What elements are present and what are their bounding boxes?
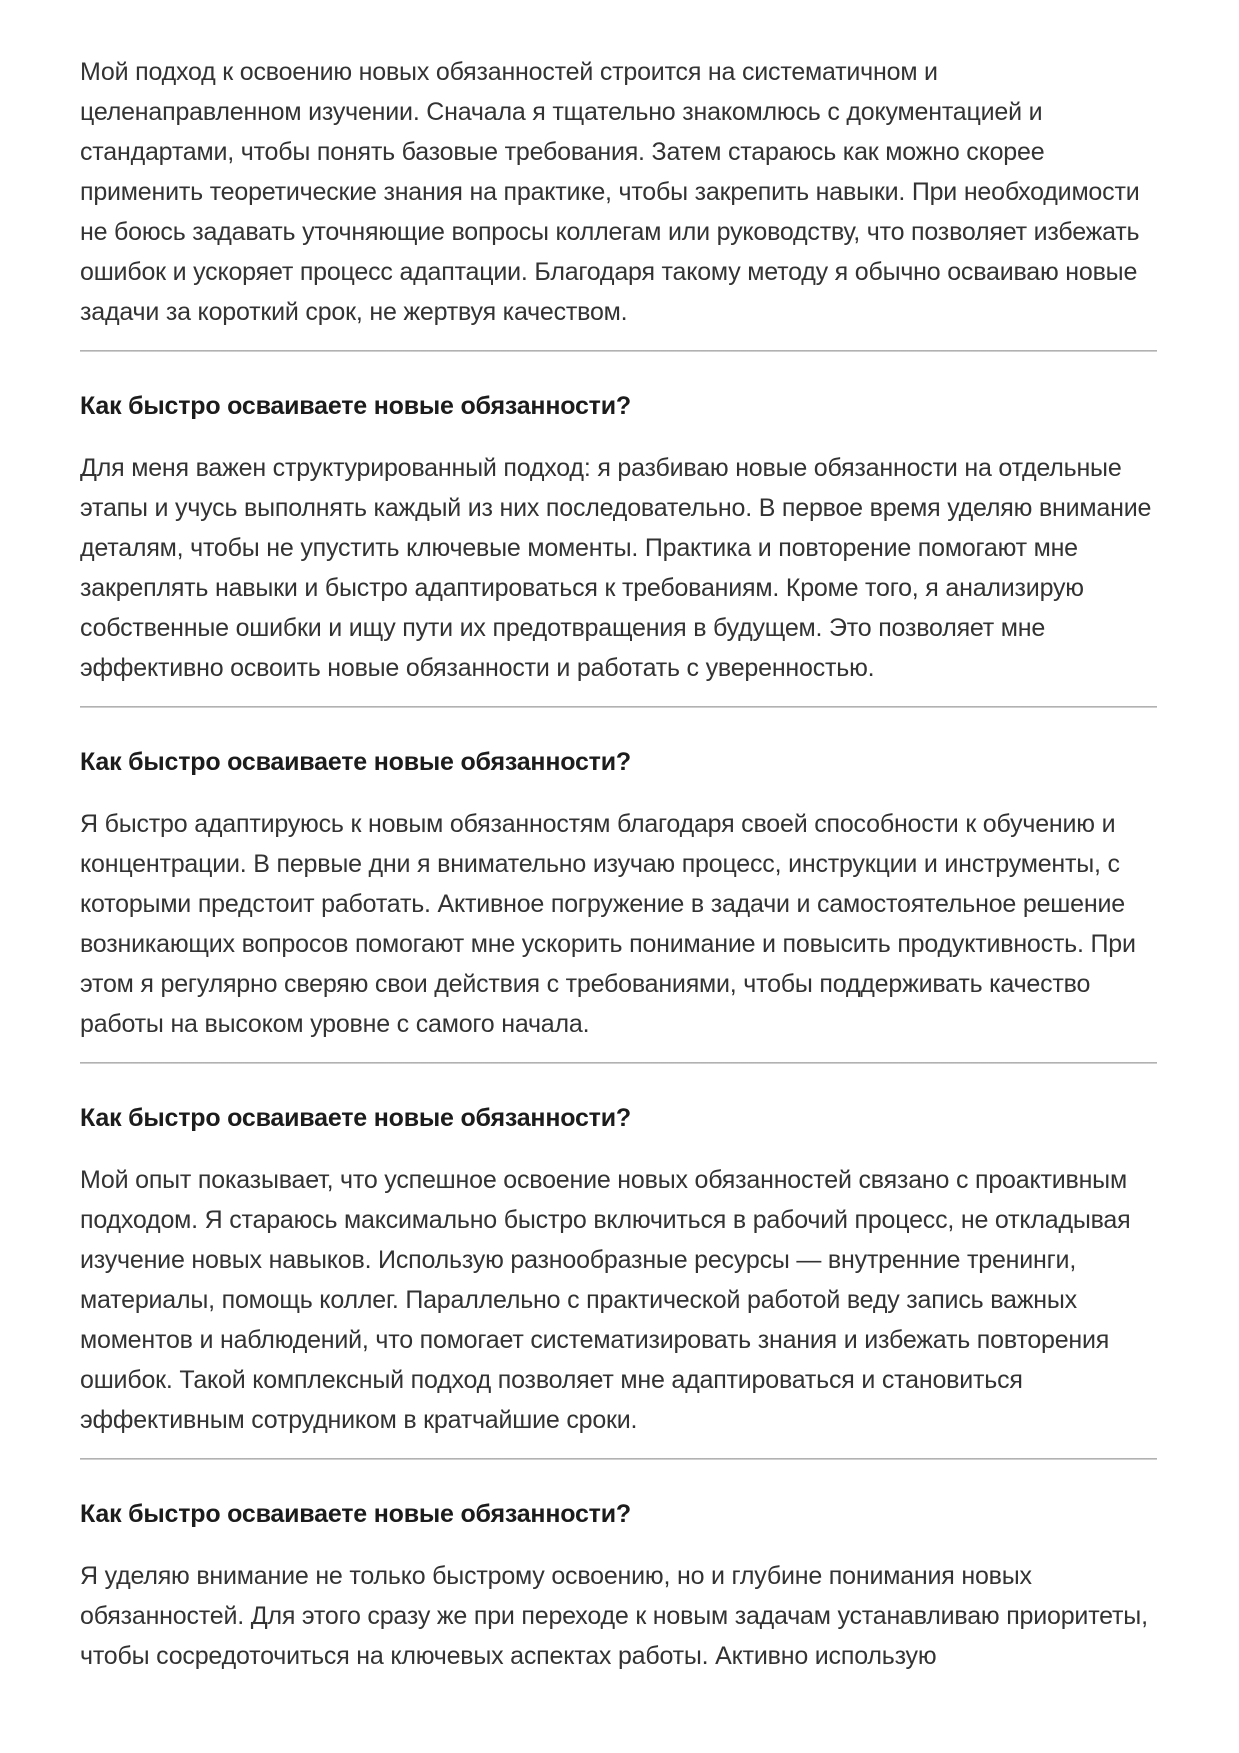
answer-paragraph: Для меня важен структурированный подход: я разбиваю новые обязанности на отдельные этапы и учусь выполнять каждый из них последовательно. В первое время уделяю внимание деталям, чтобы не упустить ключевые моменты. Практика и повторение помогают мне закреплять навыки и быстро адаптироваться к требованиям. Кроме того, я анализирую собственные ошибки и ищу пути их предотвращения в будущем. Это позволяет мне эффективно освоить новые обязанности и работать с уверенностью. xyxy=(80,454,1152,682)
question-heading: Как быстро осваиваете новые обязанности? xyxy=(80,392,631,420)
answer-paragraph: Мой опыт показывает, что успешное освоение новых обязанностей связано с проактивным подходом. Я стараюсь максимально быстро включиться в рабочий процесс, не откладывая изучение новых навыков. Использую разнообразные ресурсы — внутренние тренинги, материалы, помощь коллег. Параллельно с практической работой веду запись важных моментов и наблюдений, что помогает систематизировать знания и избежать повторения ошибок. Такой комплексный подход позволяет мне адаптироваться и становиться эффективным сотрудником в кратчайшие сроки. xyxy=(80,1166,1131,1434)
answer-paragraph: Мой подход к освоению новых обязанностей строится на систематичном и целенаправленном изучении. Сначала я тщательно знакомлюсь с документацией и стандартами, чтобы понять базовые требования. Затем стараюсь как можно скорее применить теоретические знания на практике, чтобы закрепить навыки. При необходимости не боюсь задавать уточняющие вопросы коллегам или руководству, что позволяет избежать ошибок и ускоряет процесс адаптации. Благодаря такому методу я обычно осваиваю новые задачи за короткий срок, не жертвуя качеством. xyxy=(80,58,1140,326)
section-divider xyxy=(80,706,1157,708)
question-heading: Как быстро осваиваете новые обязанности? xyxy=(80,748,631,776)
answer-paragraph: Я быстро адаптируюсь к новым обязанностям благодаря своей способности к обучению и концентрации. В первые дни я внимательно изучаю процесс, инструкции и инструменты, с которыми предстоит работать. Активное погружение в задачи и самостоятельное решение возникающих вопросов помогают мне ускорить понимание и повысить продуктивность. При этом я регулярно сверяю свои действия с требованиями, чтобы поддерживать качество работы на высоком уровне с самого начала. xyxy=(80,810,1136,1038)
answer-paragraph: Я уделяю внимание не только быстрому освоению, но и глубине понимания новых обязанностей. Для этого сразу же при переходе к новым задачам устанавливаю приоритеты, чтобы сосредоточиться на ключевых аспектах работы. Активно использую xyxy=(80,1562,1148,1670)
question-heading: Как быстро осваиваете новые обязанности? xyxy=(80,1500,631,1528)
section-divider xyxy=(80,1458,1157,1460)
document-body xyxy=(80,0,1157,1676)
section-divider xyxy=(80,350,1157,352)
section-divider xyxy=(80,1062,1157,1064)
question-heading: Как быстро осваиваете новые обязанности? xyxy=(80,1104,631,1132)
